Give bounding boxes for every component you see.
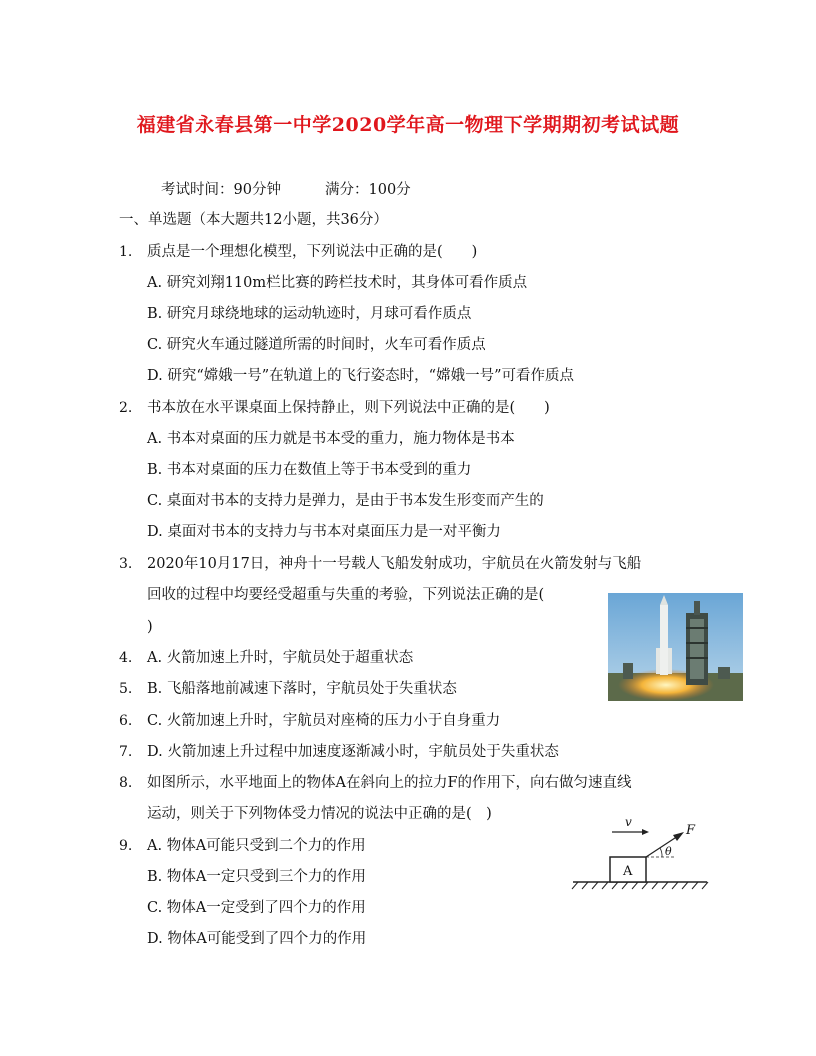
option: B. 飞船落地前减速下落时，宇航员处于失重状态 [147, 681, 457, 697]
angle-label: θ [665, 845, 672, 858]
option: B. 研究月球绕地球的运动轨迹时，月球可看作质点 [147, 306, 472, 322]
option: D. 火箭加速上升过程中加速度逐渐减小时，宇航员处于失重状态 [147, 744, 559, 760]
exam-time: 考试时间：90分钟 [161, 182, 281, 198]
option: A. 物体A可能只受到二个力的作用 [147, 838, 366, 854]
rocket-launch-image [608, 593, 743, 701]
question-stem: 回收的过程中均要经受超重与失重的考验，下列说法正确的是( [147, 587, 545, 603]
question-number: 1. [119, 244, 133, 260]
option: C. 物体A一定受到了四个力的作用 [147, 900, 366, 916]
question-stem: 书本放在水平课桌面上保持静止，则下列说法中正确的是( ) [147, 400, 550, 416]
question-stem: 如图所示，水平地面上的物体A在斜向上的拉力F的作用下，向右做匀速直线 [147, 775, 632, 791]
question-number: 3. [119, 556, 133, 572]
question-number: 7. [119, 744, 133, 760]
question-stem: ) [147, 619, 153, 635]
question-stem: 质点是一个理想化模型，下列说法中正确的是( ) [147, 244, 478, 260]
section-heading: 一、单选题（本大题共12小题，共36分） [119, 212, 388, 228]
option: D. 桌面对书本的支持力与书本对桌面压力是一对平衡力 [147, 524, 501, 540]
option: C. 火箭加速上升时，宇航员对座椅的压力小于自身重力 [147, 713, 501, 729]
question-stem: 运动，则关于下列物体受力情况的说法中正确的是( ) [147, 806, 492, 822]
question-number: 8. [119, 775, 133, 791]
question-number: 2. [119, 400, 133, 416]
option: C. 研究火车通过隧道所需的时间时，火车可看作质点 [147, 337, 486, 353]
page-title: 福建省永春县第一中学2020学年高一物理下学期期初考试试题 [136, 114, 680, 136]
force-diagram [570, 812, 710, 892]
question-number: 9. [119, 838, 133, 854]
option: B. 书本对桌面的压力在数值上等于书本受到的重力 [147, 462, 472, 478]
velocity-label: v [625, 815, 632, 829]
option: A. 火箭加速上升时，宇航员处于超重状态 [147, 650, 414, 666]
option: B. 物体A一定只受到三个力的作用 [147, 869, 366, 885]
option: A. 研究刘翔110m栏比赛的跨栏技术时，其身体可看作质点 [147, 275, 528, 291]
option: A. 书本对桌面的压力就是书本受的重力，施力物体是书本 [147, 431, 515, 447]
option: C. 桌面对书本的支持力是弹力，是由于书本发生形变而产生的 [147, 493, 544, 509]
force-label: F [686, 823, 696, 838]
question-number: 4. [119, 650, 133, 666]
block-label: A [623, 864, 633, 879]
question-number: 6. [119, 713, 133, 729]
question-stem: 2020年10月17日，神舟十一号载人飞船发射成功，宇航员在火箭发射与飞船 [147, 556, 642, 572]
question-number: 5. [119, 681, 133, 697]
option: D. 物体A可能受到了四个力的作用 [147, 931, 367, 947]
exam-score: 满分：100分 [325, 182, 411, 198]
option: D. 研究“嫦娥一号”在轨道上的飞行姿态时，“嫦娥一号”可看作质点 [147, 368, 574, 384]
